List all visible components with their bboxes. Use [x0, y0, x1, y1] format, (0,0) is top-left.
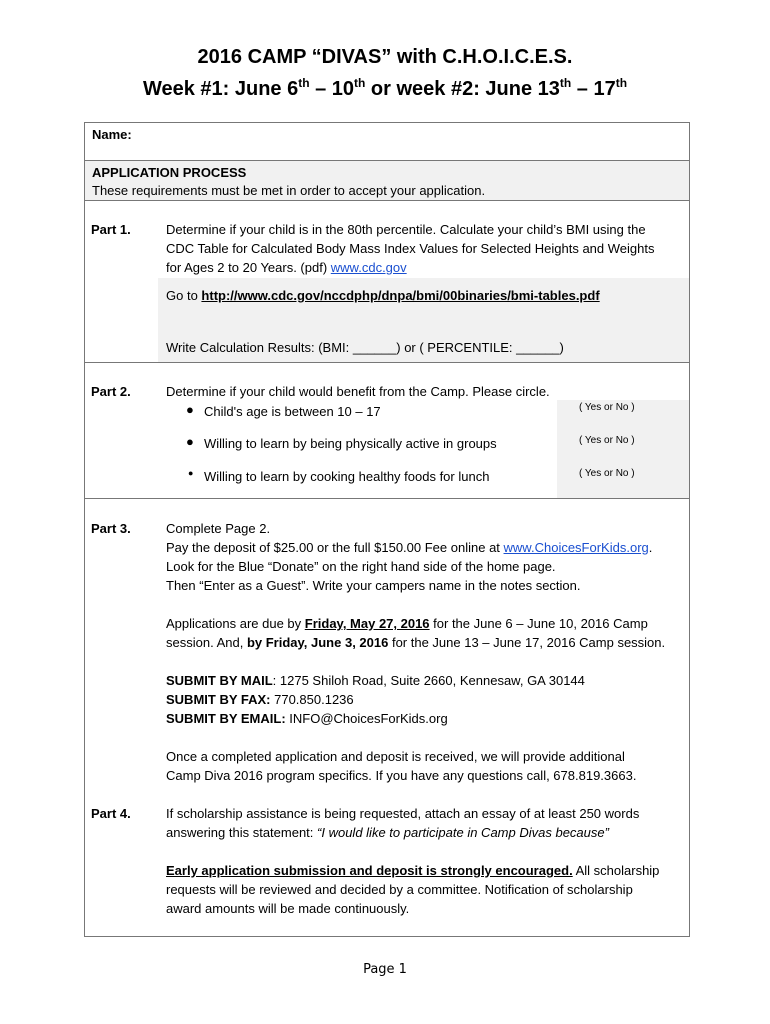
superscript: th	[559, 76, 572, 90]
cdc-link[interactable]: www.cdc.gov	[330, 260, 407, 275]
period: .	[648, 540, 653, 555]
row-divider	[84, 362, 690, 363]
part4-label: Part 4.	[91, 806, 131, 821]
bmi-tables-link[interactable]: http://www.cdc.gov/nccdphp/dnpa/bmi/00binaries/bmi-tables.pdf	[201, 288, 600, 303]
early-notice: Early application submission and deposit is strongly encouraged.	[166, 863, 573, 878]
part1-line3-text: for Ages 2 to 20 Years. (pdf)	[166, 260, 331, 275]
part4-line5: award amounts will be made continuously.	[166, 901, 410, 916]
criterion-active: Willing to learn by being physically active in groups	[204, 436, 497, 451]
due-text: for the June 6 – June 10, 2016 Camp	[429, 616, 648, 631]
part4-line4: requests will be reviewed and decided by a committee. Notification of scholarship	[166, 882, 633, 897]
submit-mail-value: : 1275 Shiloh Road, Suite 2660, Kennesaw, GA 30144	[272, 673, 585, 688]
due-date-1: Friday, May 27, 2016	[304, 616, 430, 631]
row-divider	[84, 160, 690, 161]
subtitle-part: – 10	[309, 78, 355, 100]
part3-line1: Complete Page 2.	[166, 521, 271, 536]
choicesforkids-link[interactable]: www.ChoicesForKids.org	[503, 540, 649, 555]
due-text: session. And,	[166, 635, 247, 650]
criterion-cooking: Willing to learn by cooking healthy foods for lunch	[204, 469, 490, 484]
application-heading: APPLICATION PROCESS	[92, 165, 247, 180]
criterion-age: Child's age is between 10 – 17	[204, 404, 381, 419]
submit-fax-label: SUBMIT BY FAX:	[166, 692, 271, 707]
page-number: Page 1	[363, 962, 407, 977]
name-label: Name:	[92, 127, 132, 142]
part1-label: Part 1.	[91, 222, 131, 237]
part3-line4: Then “Enter as a Guest”. Write your campers name in the notes section.	[166, 578, 581, 593]
part3-once-line1: Once a completed application and deposit is received, we will provide additional	[166, 749, 625, 764]
row-divider	[84, 498, 690, 499]
subtitle-part: or week #2: June 13	[365, 78, 560, 100]
submit-mail	[166, 671, 585, 690]
goto-line	[166, 286, 600, 305]
row-divider	[84, 200, 690, 201]
superscript: th	[615, 76, 628, 90]
part4-line2	[166, 823, 609, 842]
due-text: for the June 13 – June 17, 2016 Camp session.	[388, 635, 666, 650]
submit-email-label: SUBMIT BY EMAIL:	[166, 711, 286, 726]
due-date-line2	[166, 633, 665, 652]
due-date-2: by Friday, June 3, 2016	[246, 635, 389, 650]
bullet-icon: ●	[186, 434, 194, 449]
submit-email-value: INFO@ChoicesForKids.org	[285, 711, 448, 726]
part1-line3	[166, 258, 407, 277]
deposit-text: Pay the deposit of $25.00 or the full $150.00 Fee online at	[166, 540, 504, 555]
yes-no-choice[interactable]: ( Yes or No )	[579, 435, 635, 446]
document-subtitle	[0, 78, 770, 101]
document-title: 2016 CAMP “DIVAS” with C.H.O.I.C.E.S.	[197, 46, 573, 68]
submit-fax-value: 770.850.1236	[270, 692, 354, 707]
goto-text: Go to	[166, 288, 202, 303]
submit-fax	[166, 690, 354, 709]
superscript: th	[298, 76, 310, 90]
yes-no-choice[interactable]: ( Yes or No )	[579, 468, 635, 479]
part3-line2	[166, 538, 652, 557]
essay-prompt: “I would like to participate in Camp Divas because”	[317, 825, 609, 840]
part3-label: Part 3.	[91, 521, 131, 536]
submit-mail-label: SUBMIT BY MAIL	[166, 673, 273, 688]
answers-column-bg	[557, 400, 689, 498]
submit-email	[166, 709, 448, 728]
bullet-icon: ●	[188, 468, 194, 478]
essay-text: answering this statement:	[166, 825, 318, 840]
yes-no-choice[interactable]: ( Yes or No )	[579, 402, 635, 413]
calculation-results: Write Calculation Results: (BMI: ______) or ( PERCENTILE: ______)	[166, 340, 564, 355]
part4-early	[166, 861, 659, 880]
part4-line1: If scholarship assistance is being requested, attach an essay of at least 250 words	[166, 806, 640, 821]
superscript: th	[354, 76, 366, 90]
subtitle-part: – 17	[571, 78, 616, 100]
part2-intro: Determine if your child would benefit from the Camp. Please circle.	[166, 384, 550, 399]
due-text: Applications are due by	[166, 616, 305, 631]
due-date-line1	[166, 614, 648, 633]
part1-line1: Determine if your child is in the 80th percentile. Calculate your child’s BMI using the	[166, 222, 646, 237]
early-rest: All scholarship	[572, 863, 660, 878]
subtitle-part: Week #1: June 6	[142, 78, 299, 100]
part3-once-line2: Camp Diva 2016 program specifics. If you have any questions call, 678.819.3663.	[166, 768, 637, 783]
part1-line2: CDC Table for Calculated Body Mass Index Values for Selected Heights and Weights	[166, 241, 655, 256]
application-subtext: These requirements must be met in order to accept your application.	[92, 183, 486, 198]
part3-line3: Look for the Blue “Donate” on the right hand side of the home page.	[166, 559, 556, 574]
bullet-icon: ●	[186, 402, 194, 417]
part2-label: Part 2.	[91, 384, 131, 399]
